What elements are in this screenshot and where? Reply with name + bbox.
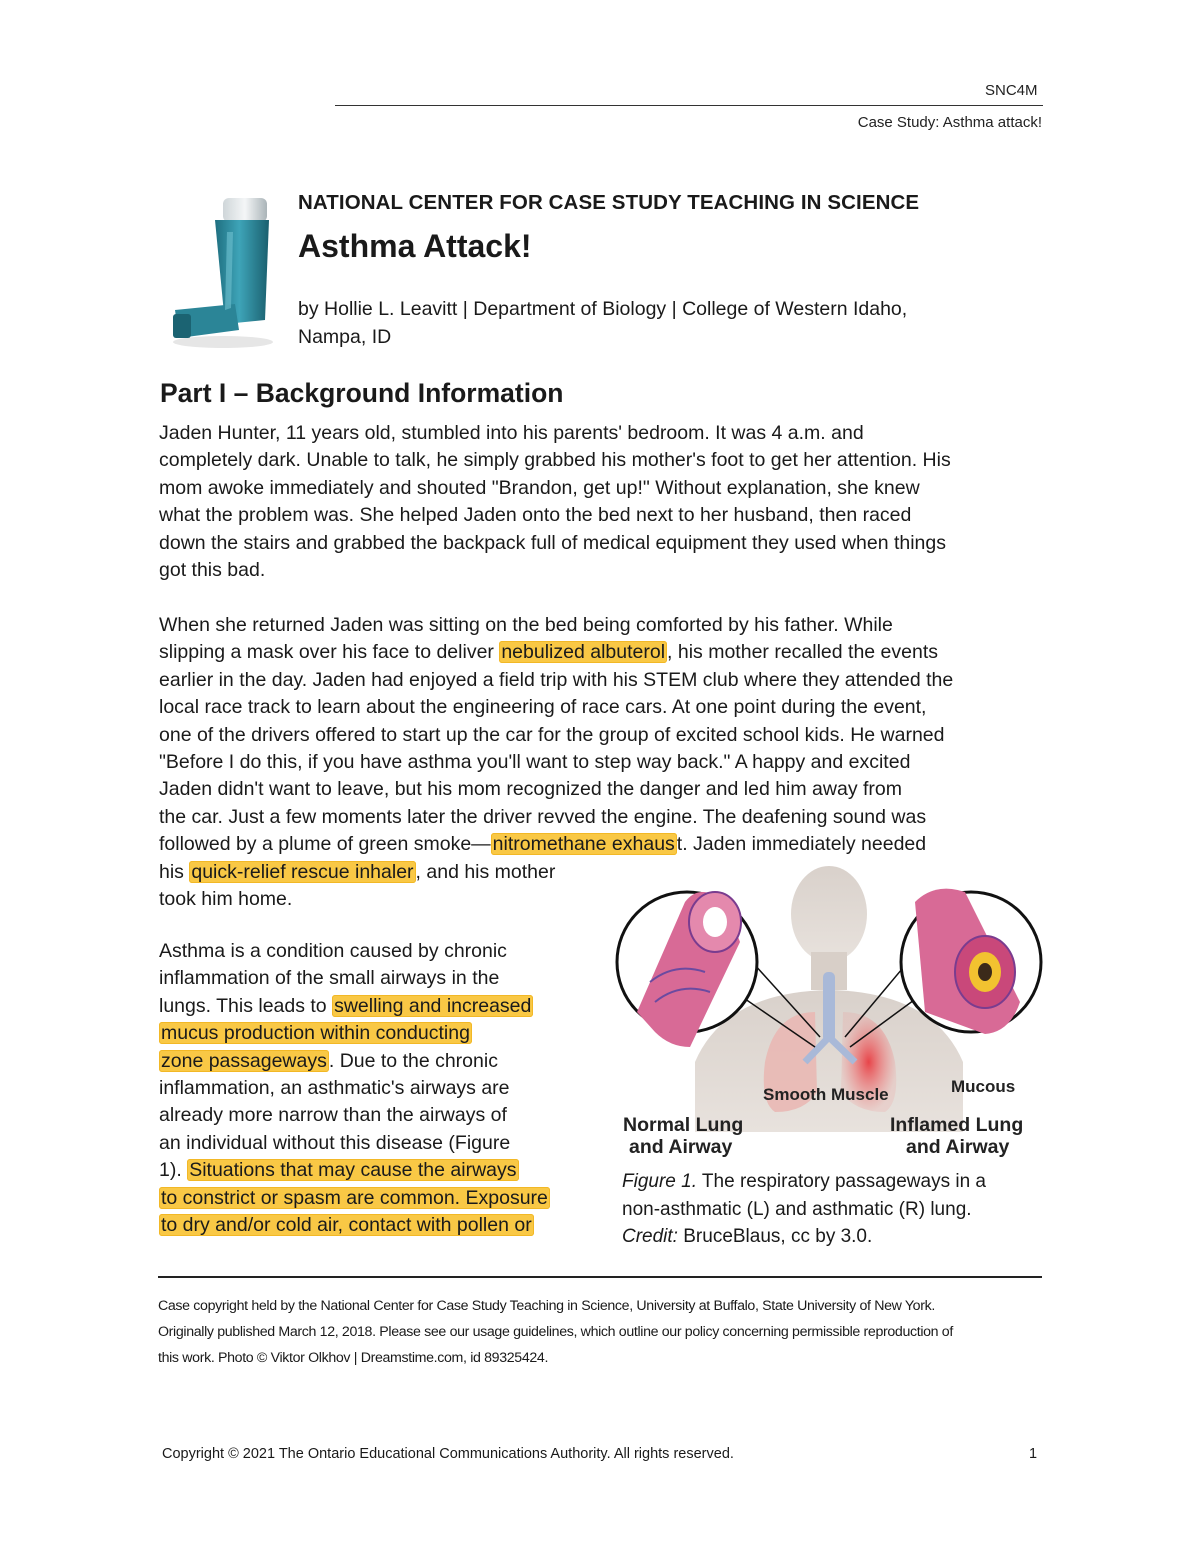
page-copyright: Copyright © 2021 The Ontario Educational Communications Authority. All rights reserved.	[162, 1446, 734, 1462]
text-run: t. Jaden immediately needed	[676, 833, 927, 856]
text-line: inflammation of the small airways in the	[159, 967, 500, 990]
text-run: his	[159, 860, 190, 883]
text-run: . Due to the chronic	[328, 1049, 498, 1072]
text-line: got this bad.	[159, 559, 266, 582]
footnote-divider	[158, 1276, 1042, 1278]
highlight-swelling: swelling and increased	[334, 994, 532, 1017]
footnote-line: Originally published March 12, 2018. Please see our usage guidelines, which outline our policy concerning permissible reproduction of	[158, 1324, 953, 1340]
case-title: Asthma Attack!	[298, 228, 532, 264]
text-line	[159, 1048, 550, 1075]
label-normal-lung-2: and Airway	[629, 1136, 733, 1158]
text-line	[159, 831, 953, 858]
caption-line-2: non-asthmatic (L) and asthmatic (R) lung.	[622, 1198, 972, 1220]
text-line: earlier in the day. Jaden had enjoyed a field trip with his STEM club where they attended the	[159, 668, 954, 691]
text-line: Jaden didn't want to leave, but his mom recognized the danger and led him away from	[159, 778, 902, 801]
text-line	[159, 1020, 550, 1047]
text-line	[159, 639, 953, 666]
airway-figure	[615, 862, 1043, 1162]
highlight-exposure: to dry and/or cold air, contact with pollen or	[161, 1214, 532, 1237]
text-run: 1).	[159, 1159, 188, 1182]
course-code: SNC4M	[985, 82, 1038, 99]
text-line: what the problem was. She helped Jaden onto the bed next to her husband, then raced	[159, 504, 912, 527]
section-heading: Part I – Background Information	[160, 378, 564, 408]
caption-line-3	[622, 1223, 1042, 1251]
text-run: slipping a mask over his face to deliver	[159, 641, 500, 664]
paragraph-3	[159, 938, 550, 1239]
byline-line-2: Nampa, ID	[298, 326, 392, 348]
document-subtitle: Case Study: Asthma attack!	[857, 114, 1042, 131]
text-line: an individual without this disease (Figure	[159, 1131, 511, 1154]
highlight-situations: Situations that may cause the airways	[189, 1159, 517, 1182]
label-normal-lung-1: Normal Lung	[623, 1114, 744, 1136]
highlight-mucus: mucus production within conducting	[161, 1022, 470, 1045]
inhaler-image	[165, 192, 280, 352]
text-run: , and his mother	[415, 860, 556, 883]
label-smooth-muscle: Smooth Muscle	[763, 1085, 889, 1104]
copyright-footnote	[158, 1293, 1038, 1371]
page-number: 1	[1029, 1446, 1038, 1462]
organization-name: NATIONAL CENTER FOR CASE STUDY TEACHING IN SCIENCE	[298, 191, 920, 214]
footnote-line: this work. Photo © Viktor Olkhov | Dreamstime.com, id 89325424.	[158, 1350, 549, 1366]
text-line: "Before I do this, if you have asthma you'll want to step way back." A happy and excited	[159, 751, 911, 774]
text-line: already more narrow than the airways of	[159, 1104, 507, 1127]
footnote-line: Case copyright held by the National Center for Case Study Teaching in Science, University at Buffalo, State University of New York.	[158, 1298, 935, 1314]
caption-credit: BruceBlaus, cc by 3.0.	[677, 1226, 873, 1247]
caption-credit-label: Credit:	[622, 1226, 678, 1247]
caption-text: The respiratory passageways in a	[696, 1171, 987, 1192]
text-line	[159, 993, 550, 1020]
header-divider	[335, 105, 1043, 106]
text-line: down the stairs and grabbed the backpack full of medical equipment they used when things	[159, 531, 946, 554]
highlight-constrict: to constrict or spasm are common. Exposure	[161, 1186, 548, 1209]
text-line: Jaden Hunter, 11 years old, stumbled into his parents' bedroom. It was 4 a.m. and	[159, 422, 864, 444]
text-run: , his mother recalled the events	[667, 641, 939, 664]
text-line	[159, 1157, 550, 1184]
author-byline	[298, 295, 1018, 351]
text-line: one of the drivers offered to start up the car for the group of excited school kids. He warned	[159, 723, 945, 746]
highlight-zone-passageways: zone passageways	[161, 1049, 327, 1072]
caption-line-1	[622, 1168, 1042, 1196]
text-line	[159, 1185, 550, 1212]
figure-caption	[622, 1168, 1042, 1251]
label-inflamed-lung-2: and Airway	[906, 1136, 1010, 1158]
caption-figure-label: Figure 1.	[622, 1171, 697, 1192]
highlight-nitromethane-exhaust: nitromethane exhaus	[492, 833, 675, 856]
text-line: the car. Just a few moments later the driver revved the engine. The deafening sound was	[159, 805, 927, 828]
text-run: lungs. This leads to	[159, 994, 333, 1017]
text-line	[159, 1212, 550, 1239]
label-inflamed-lung-1: Inflamed Lung	[890, 1114, 1024, 1136]
text-line: Asthma is a condition caused by chronic	[159, 940, 507, 962]
text-line: inflammation, an asthmatic's airways are	[159, 1077, 510, 1100]
text-line: completely dark. Unable to talk, he simply grabbed his mother's foot to get her attention. His	[159, 449, 951, 472]
text-line: local race track to learn about the engineering of race cars. At one point during the event,	[159, 696, 927, 719]
text-run: followed by a plume of green smoke—	[159, 833, 491, 856]
byline-line-1: by Hollie L. Leavitt | Department of Biology | College of Western Idaho,	[298, 298, 908, 320]
paragraph-1	[159, 420, 951, 584]
text-line: When she returned Jaden was sitting on the bed being comforted by his father. While	[159, 614, 893, 636]
text-line: mom awoke immediately and shouted "Brandon, get up!" Without explanation, she knew	[159, 476, 920, 499]
highlight-nebulized-albuterol: nebulized albuterol	[501, 641, 666, 664]
highlight-rescue-inhaler: quick-relief rescue inhaler	[191, 860, 414, 883]
label-mucous: Mucous	[951, 1077, 1016, 1096]
text-line: took him home.	[159, 888, 293, 911]
